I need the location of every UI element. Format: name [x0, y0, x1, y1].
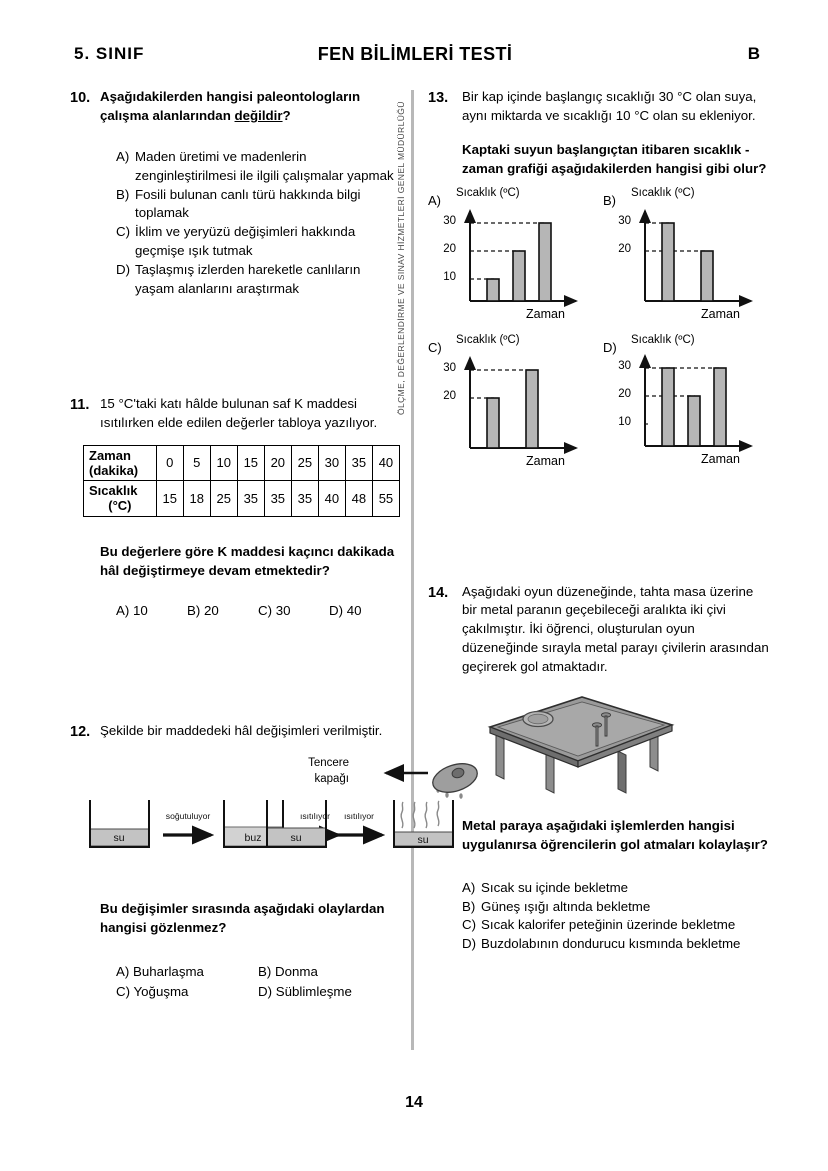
right-column: [428, 88, 770, 954]
svg-text:su: su: [290, 832, 302, 845]
chart-b-letter: B): [603, 192, 616, 208]
question-11-sub: Bu değerlere göre K maddesi kaçıncı dakikada hâl değiştirmeye devam etmektedir?: [100, 543, 395, 578]
cell-time-5: 25: [291, 445, 318, 481]
option-b-text: Fosili bulunan canlı türü hakkında bilgi toplamak: [135, 186, 361, 221]
option-d-letter: D): [258, 983, 273, 999]
table-row-time: [84, 445, 400, 481]
option-c[interactable]: [116, 223, 400, 261]
option-b-letter: B): [187, 602, 201, 618]
grade-label: 5. SINIF: [74, 44, 145, 63]
option-b-text: Güneş ışığı altında bekletme: [481, 898, 651, 914]
option-a-letter: A): [116, 963, 130, 979]
cell-time-2: 10: [210, 445, 237, 481]
cell-temp-1: 18: [183, 481, 210, 517]
chart-a-ytick-20: 20: [443, 242, 456, 255]
chart-c-ylabel: Sıcaklık (ºC): [456, 333, 520, 346]
option-d-text: Süblimleşme: [275, 983, 352, 999]
option-c[interactable]: [116, 982, 258, 1002]
question-10: [70, 88, 400, 299]
svg-text:su: su: [417, 834, 429, 847]
option-c[interactable]: [258, 603, 329, 618]
option-b[interactable]: [462, 898, 770, 917]
question-11-number: 11.: [70, 396, 90, 413]
question-13-number: 13.: [428, 90, 449, 106]
page-number: 14: [405, 1094, 423, 1111]
question-10-number: 10.: [70, 90, 91, 106]
option-a[interactable]: [462, 879, 770, 898]
option-c-text: 30: [275, 602, 291, 618]
question-10-stem-underlined: değildir: [234, 107, 283, 123]
cell-time-6: 30: [318, 445, 345, 481]
option-a-letter: A): [116, 602, 130, 618]
cell-time-7: 35: [345, 445, 372, 481]
pot-lid-callout-line2: kapağı: [314, 772, 349, 785]
chart-b-xlabel: Zaman: [701, 306, 740, 321]
question-11-data-table: [83, 445, 400, 517]
question-14-number: 14.: [428, 584, 449, 601]
option-a-text: Buharlaşma: [133, 963, 204, 979]
chart-option-b[interactable]: [603, 187, 775, 333]
svg-text:ısıtılıyor: ısıtılıyor: [343, 811, 375, 822]
question-12-sub-tail: ?: [218, 920, 227, 936]
option-c-letter: C): [462, 917, 477, 933]
test-title: FEN BİLİMLERİ TESTİ: [317, 44, 513, 64]
booklet-letter: B: [747, 44, 760, 63]
option-a-text: Sıcak su içinde bekletme: [481, 879, 629, 895]
question-13-stem: Bir kap içinde başlangıç sıcaklığı 30 °C olan suya, aynı miktarda ve sıcaklığı 10 °C olan su ekleniyor.: [462, 89, 757, 123]
chart-b-ytick-30: 30: [618, 214, 631, 227]
question-13: [428, 88, 770, 479]
question-11-options: [116, 603, 400, 618]
arrow-1: [163, 811, 211, 835]
chart-c-ytick-30: 30: [443, 361, 456, 374]
chart-d-svg: [633, 348, 773, 468]
cell-time-3: 15: [237, 445, 264, 481]
cell-temp-6: 40: [318, 481, 345, 517]
question-12-options: [116, 962, 400, 1002]
cell-temp-8: 55: [372, 481, 399, 517]
option-c[interactable]: [462, 916, 770, 935]
chart-d-letter: D): [603, 339, 617, 355]
option-b[interactable]: [258, 962, 400, 982]
chart-option-c[interactable]: [428, 334, 600, 480]
cell-time-4: 20: [264, 445, 291, 481]
cell-temp-5: 35: [291, 481, 318, 517]
table-top: [490, 697, 672, 767]
question-13-sub: Kaptaki suyun başlangıçtan itibaren sıcaklık - zaman grafiği aşağıdakilerden hangisi gibi olur?: [462, 141, 767, 176]
cell-time-0: 0: [156, 445, 183, 481]
row-header-temp: [84, 481, 157, 517]
option-a[interactable]: [116, 603, 187, 618]
option-b-letter: B): [462, 898, 476, 914]
option-a[interactable]: [116, 962, 258, 982]
chart-a-letter: A): [428, 192, 441, 208]
chart-a-svg: [458, 203, 598, 323]
option-b[interactable]: [116, 186, 400, 224]
page-header: [60, 44, 770, 74]
question-14: [428, 583, 770, 955]
question-12-number: 12.: [70, 723, 91, 740]
svg-text:soğutuluyor: soğutuluyor: [165, 811, 211, 822]
cell-time-1: 5: [183, 445, 210, 481]
coin-icon: [523, 711, 553, 726]
option-b-letter: B): [116, 186, 130, 202]
question-12-sub-text: Bu değişimler sırasında aşağıdaki olaylardan hangisi: [100, 901, 385, 936]
cell-temp-7: 48: [345, 481, 372, 517]
chart-b-ytick-20: 20: [618, 242, 631, 255]
question-14-stem: Aşağıdaki oyun düzeneğinde, tahta masa üzerine bir metal paranın geçebileceği aralıkta iki çivi çakılmıştır. İki öğrenci, oluşturulan oyun düzeneğinde sırayla metal parayı çivilerin arasından geçirerek gol atmaktadır.: [462, 583, 769, 674]
option-d[interactable]: [329, 603, 400, 618]
chart-d-ytick-10: 10: [618, 415, 631, 428]
option-c-letter: C): [116, 224, 131, 240]
question-12-sub: [100, 900, 400, 938]
question-10-options: [116, 148, 400, 299]
option-d[interactable]: [116, 261, 400, 299]
question-11: [70, 395, 400, 618]
question-14-options: [462, 879, 770, 955]
chart-b-svg: [633, 203, 773, 323]
option-d-text: 40: [346, 602, 362, 618]
row-header-time-line2: (dakika): [89, 462, 139, 478]
ministry-vertical-text: ÖLÇME, DEĞERLENDİRME VE SINAV HİZMETLERİ GENEL MÜDÜRLÜĞÜ: [396, 101, 406, 415]
row-header-temp-line1: Sıcaklık: [89, 483, 138, 499]
question-11-stem: 15 °C'taki katı hâlde bulunan saf K maddesi ısıtılırken elde edilen değerler tabloya yazılıyor.: [100, 395, 378, 430]
game-table-svg: [450, 689, 690, 801]
beaker-1: [90, 800, 149, 847]
chart-c-ytick-20: 20: [443, 389, 456, 402]
option-c-text: Sıcak kalorifer peteğinin üzerinde bekletme: [481, 917, 736, 933]
option-a[interactable]: [116, 148, 400, 186]
chart-b-ylabel: Sıcaklık (ºC): [631, 186, 695, 199]
chart-a-ytick-30: 30: [443, 214, 456, 227]
option-b-letter: B): [258, 963, 272, 979]
option-a-letter: A): [462, 879, 476, 895]
svg-text:su: su: [113, 832, 125, 845]
chart-d-ylabel: Sıcaklık (ºC): [631, 333, 695, 346]
question-10-stem-text: Aşağıdakilerden hangisi paleontologların çalışma alanlarından: [100, 89, 361, 123]
chart-option-d[interactable]: [603, 334, 775, 480]
chart-d-xlabel: Zaman: [701, 451, 740, 466]
option-d[interactable]: [258, 982, 400, 1002]
option-b-text: 20: [204, 602, 219, 618]
question-14-sub: Metal paraya aşağıdaki işlemlerden hangisi uygulanırsa öğrencilerin gol atmaları kolaylaşır?: [462, 817, 768, 852]
chart-a-xlabel: Zaman: [526, 306, 565, 321]
arrow-3: [335, 811, 382, 835]
option-d-text: Taşlaşmış izlerden hareketle canlıların yaşam alanlarını araştırmak: [135, 262, 361, 296]
chart-c-svg: [458, 350, 598, 470]
chart-d-ytick-20: 20: [618, 387, 631, 400]
svg-text:ısıtılıyor: ısıtılıyor: [299, 811, 331, 822]
svg-text:buz: buz: [244, 832, 262, 845]
cell-temp-3: 35: [237, 481, 264, 517]
option-b-text: Donma: [275, 963, 318, 979]
question-10-stem: [100, 88, 400, 126]
option-d-letter: D): [329, 602, 344, 618]
cell-temp-4: 35: [264, 481, 291, 517]
question-12-stem: Şekilde bir maddedeki hâl değişimleri verilmiştir.: [100, 722, 383, 738]
table-row-temperature: [84, 481, 400, 517]
chart-a-ylabel: Sıcaklık (ºC): [456, 186, 520, 199]
cell-temp-0: 15: [156, 481, 183, 517]
chart-c-xlabel: Zaman: [526, 453, 565, 468]
row-header-temp-line2: (°C): [108, 498, 132, 514]
row-header-time-line1: Zaman: [89, 447, 131, 463]
phase-change-diagram: [84, 756, 429, 856]
chart-a-ytick-10: 10: [443, 270, 456, 283]
cell-time-8: 40: [372, 445, 399, 481]
chart-d-ytick-30: 30: [618, 359, 631, 372]
option-a-text: Maden üretimi ve madenlerin zenginleştirilmesi ile ilgili çalışmalar yapmak: [135, 148, 394, 183]
row-header-time: [84, 445, 157, 481]
column-divider: [411, 90, 414, 1050]
option-b[interactable]: [187, 603, 258, 618]
option-c-text: Yoğuşma: [133, 983, 189, 999]
chart-c-letter: C): [428, 339, 442, 355]
pot-lid-callout: [279, 756, 349, 787]
pot-lid-callout-line1: Tencere: [308, 757, 349, 770]
option-a-letter: A): [116, 148, 130, 164]
game-table-illustration: [450, 689, 770, 801]
question-13-chart-options: [428, 187, 770, 479]
option-d-text: Buzdolabının dondurucu kısmında bekletme: [481, 936, 741, 952]
cell-temp-2: 25: [210, 481, 237, 517]
question-12: [70, 722, 429, 1002]
chart-option-a[interactable]: [428, 187, 600, 333]
question-10-stem-tail: ?: [282, 107, 291, 123]
option-a-text: 10: [133, 602, 148, 618]
option-c-letter: C): [258, 602, 273, 618]
option-c-text: İklim ve yeryüzü değişimleri hakkında geçmişe ışık tutmak: [135, 224, 356, 259]
option-d-letter: D): [116, 262, 131, 277]
option-d[interactable]: [462, 935, 770, 954]
question-12-sub-underlined: gözlenmez: [150, 920, 219, 936]
beaker-3: [267, 800, 326, 847]
option-c-letter: C): [116, 983, 131, 999]
option-d-letter: D): [462, 936, 477, 952]
